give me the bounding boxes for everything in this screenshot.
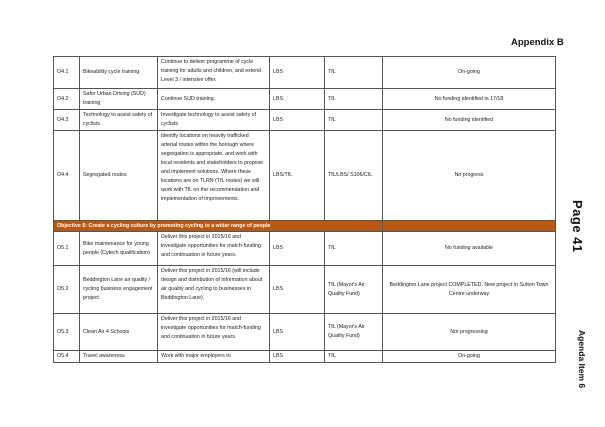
- row-id: O5.4: [54, 351, 80, 363]
- table-row: [54, 314, 556, 351]
- table-row: [54, 110, 556, 131]
- row-lead: LBS: [270, 314, 325, 351]
- table-row: [54, 232, 556, 266]
- row-description: Investigate technology to assist safety of cyclists: [158, 110, 270, 131]
- table-row: [54, 266, 556, 314]
- objective-heading: Objective 5: Create a cycling culture by promoting cycling to a wider range of people: [54, 221, 383, 232]
- row-funding: TfL: [325, 57, 383, 89]
- row-status: No funding identified: [383, 110, 556, 131]
- table-row: [54, 351, 556, 363]
- row-funding: TfL: [325, 351, 383, 363]
- row-lead: LBS: [270, 266, 325, 314]
- row-id: O5.1: [54, 232, 80, 266]
- table-row: [54, 89, 556, 110]
- row-action: Bike maintenance for young people (Cytech qualification): [80, 232, 158, 266]
- row-description: Work with major employers to: [158, 351, 270, 363]
- row-funding: TfL: [325, 232, 383, 266]
- table-row: [54, 57, 556, 89]
- page-number: Page 41: [570, 200, 585, 253]
- row-action: Technology to assist safety of cyclists: [80, 110, 158, 131]
- row-lead: LBS: [270, 110, 325, 131]
- agenda-item-label: Agenda Item 6: [577, 330, 587, 389]
- row-id: O4.1: [54, 57, 80, 89]
- row-action: Travel awareness: [80, 351, 158, 363]
- objective-cell: [383, 221, 556, 232]
- row-id: O4.2: [54, 89, 80, 110]
- row-status: Not progressing: [383, 314, 556, 351]
- row-lead: LBS: [270, 57, 325, 89]
- row-funding: TfL: [325, 89, 383, 110]
- row-description: Deliver this project in 2015/16 (will include design and distribution of information about air quality and cycling to businesses in Beddington Lane).: [158, 266, 270, 314]
- action-plan-table: [53, 56, 556, 363]
- row-funding: TfL: [325, 110, 383, 131]
- row-lead: LBS: [270, 232, 325, 266]
- row-funding: TfL (Mayor's Air Quality Fund): [325, 266, 383, 314]
- row-description: Deliver this project in 2015/16 and investigate opportunities for match-funding and continuation in future years.: [158, 232, 270, 266]
- row-action: Segregated routes: [80, 131, 158, 221]
- row-id: O5.3: [54, 314, 80, 351]
- appendix-heading: Appendix B: [511, 37, 564, 48]
- objective-row: [54, 221, 556, 232]
- row-id: O4.3: [54, 110, 80, 131]
- row-action: Clean Air 4 Schools: [80, 314, 158, 351]
- row-status: No funding available: [383, 232, 556, 266]
- row-funding: TfL (Mayor's Air Quality Fund): [325, 314, 383, 351]
- row-id: O5.2: [54, 266, 80, 314]
- row-status: On-going: [383, 351, 556, 363]
- row-status: No funding identified in 17/18: [383, 89, 556, 110]
- table-row: [54, 131, 556, 221]
- row-action: Beddington Lane air quality / cycling business engagement project: [80, 266, 158, 314]
- row-description: Deliver this project in 2015/16 and investigate opportunities for match-funding and continuation in future years.: [158, 314, 270, 351]
- row-lead: LBS: [270, 351, 325, 363]
- row-action: Bikeability cycle training: [80, 57, 158, 89]
- row-description: Continue to deliver programme of cycle training for adults and children, and extend Level 3 / intensive offer.: [158, 57, 270, 89]
- row-status: On-going: [383, 57, 556, 89]
- row-description: Identify locations on heavily trafficked arterial routes within the borough where segregation is appropriate, and work with local residents and stakeholders to propose and implement solutions. Where these locations are on TLRN (TfL routes) we will work with TfL on the recommendation and implementation of improvements.: [158, 131, 270, 221]
- row-description: Continue SUD training.: [158, 89, 270, 110]
- row-funding: TfL/LBS/ S106/CIL: [325, 131, 383, 221]
- row-status: No progress: [383, 131, 556, 221]
- row-lead: LBS/TfL: [270, 131, 325, 221]
- row-action: Safer Urban Driving (SUD) training: [80, 89, 158, 110]
- row-lead: LBS: [270, 89, 325, 110]
- row-id: O4.4: [54, 131, 80, 221]
- row-status: Beddington Lane project COMPLETED. New project in Sutton Town Centre underway: [383, 266, 556, 314]
